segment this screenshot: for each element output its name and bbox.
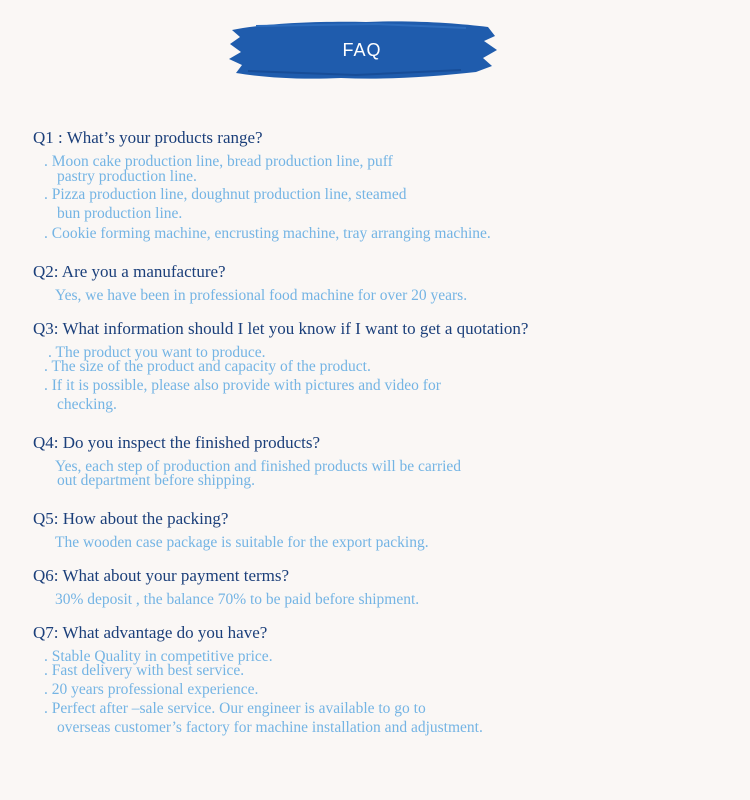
answer-1-line-5: . Cookie forming machine, encrusting machine, tray arranging machine.: [44, 225, 491, 242]
question-3: Q3: What information should I let you know if I want to get a quotation?: [33, 319, 529, 338]
answer-1-line-3: . Pizza production line, doughnut production line, steamed: [44, 186, 407, 203]
faq-title: FAQ: [342, 40, 382, 60]
answer-5-line-1: The wooden case package is suitable for the export packing.: [55, 534, 429, 551]
answer-6-line-1: 30% deposit , the balance 70% to be paid before shipment.: [55, 591, 420, 608]
answer-1-line-4: bun production line.: [57, 205, 183, 222]
answer-3-line-4: checking.: [57, 396, 117, 413]
answer-3-line-1: . The product you want to produce.: [48, 344, 266, 361]
answer-7-line-5: overseas customer’s factory for machine installation and adjustment.: [57, 719, 483, 736]
answer-3-line-2: . The size of the product and capacity of the product.: [44, 358, 371, 375]
question-5: Q5: How about the packing?: [33, 509, 229, 528]
answer-3-line-3: . If it is possible, please also provide with pictures and video for: [44, 377, 441, 394]
question-4: Q4: Do you inspect the finished products?: [33, 433, 321, 452]
answer-1-line-2: pastry production line.: [57, 168, 197, 185]
answer-1-line-1: . Moon cake production line, bread production line, puff: [44, 153, 393, 170]
answer-4-line-1: Yes, each step of production and finished products will be carried: [55, 458, 462, 475]
question-6: Q6: What about your payment terms?: [33, 566, 290, 585]
answer-7-line-4: . Perfect after –sale service. Our engineer is available to go to: [44, 700, 426, 717]
answer-7-line-2: . Fast delivery with best service.: [44, 662, 245, 679]
answer-4-line-2: out department before shipping.: [57, 472, 256, 489]
question-1: Q1 : What’s your products range?: [33, 128, 263, 147]
question-7: Q7: What advantage do you have?: [33, 623, 268, 642]
answer-7-line-1: . Stable Quality in competitive price.: [44, 648, 273, 665]
answer-2-line-1: Yes, we have been in professional food machine for over 20 years.: [55, 287, 468, 304]
question-2: Q2: Are you a manufacture?: [33, 262, 226, 281]
answer-7-line-3: . 20 years professional experience.: [44, 681, 259, 698]
faq-banner: [226, 14, 498, 86]
